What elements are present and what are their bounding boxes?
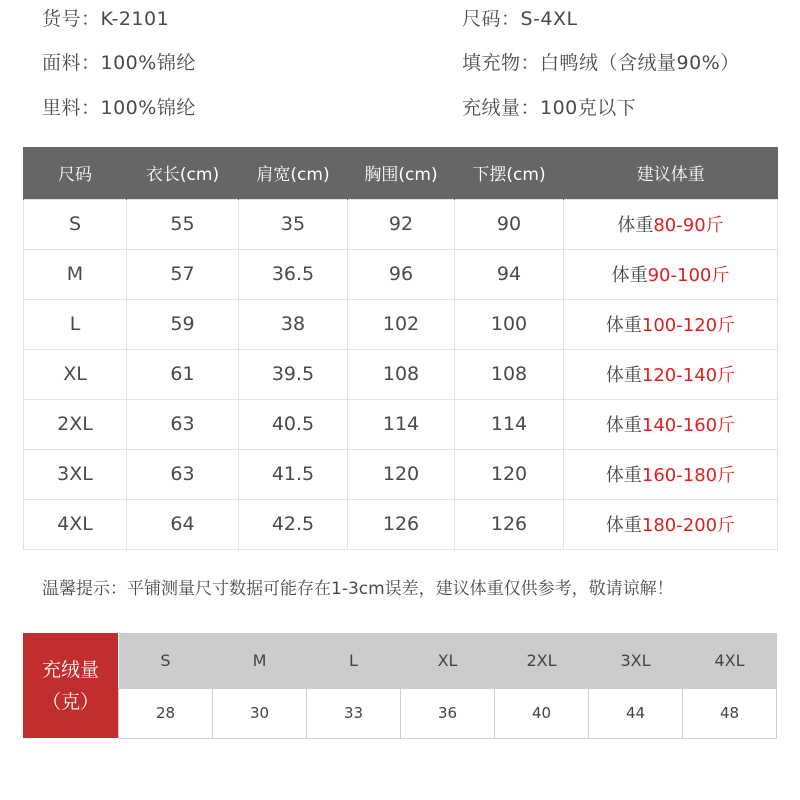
table-row [24, 499, 778, 549]
weight-prefix: 体重 [611, 265, 648, 286]
chest-cell: 126 [348, 499, 455, 549]
chest-cell: 120 [348, 449, 455, 499]
size-cell: 3XL [24, 449, 127, 499]
fill-size-row [119, 633, 777, 688]
fill-size-header: L [307, 633, 401, 688]
chest-cell: 108 [348, 349, 455, 399]
weight-cell [564, 199, 778, 249]
fill-amount: 充绒量：100克以下 [462, 97, 637, 119]
size-cell: 2XL [24, 399, 127, 449]
length-cell: 61 [127, 349, 239, 399]
lining: 里料：100%锦纶 [42, 97, 196, 119]
fill-value-row [119, 688, 777, 738]
fill-size-header: XL [401, 633, 495, 688]
fill-size-header: M [213, 633, 307, 688]
weight-prefix: 体重 [617, 215, 654, 236]
length-cell: 63 [127, 399, 239, 449]
fill-size-header: 2XL [495, 633, 589, 688]
shoulder-cell: 40.5 [239, 399, 348, 449]
hem-cell: 108 [455, 349, 564, 399]
hem-cell: 120 [455, 449, 564, 499]
size-cell: M [24, 249, 127, 299]
fill-value-cell: 48 [683, 688, 777, 738]
measurement-tip: 温馨提示：平铺测量尺寸数据可能存在1-3cm误差，建议体重仅供参考，敬请谅解！ [42, 579, 674, 599]
filling: 填充物：白鸭绒（含绒量90%） [462, 52, 740, 74]
header-weight: 建议体重 [564, 147, 778, 199]
item-number: 货号：K-2101 [42, 8, 170, 30]
table-row [24, 249, 778, 299]
weight-cell [564, 399, 778, 449]
length-cell: 63 [127, 449, 239, 499]
size-cell: S [24, 199, 127, 249]
header-chest: 胸围(cm) [348, 147, 455, 199]
shoulder-cell: 35 [239, 199, 348, 249]
fill-value-cell: 36 [401, 688, 495, 738]
table-row [24, 399, 778, 449]
chest-cell: 114 [348, 399, 455, 449]
size-cell: L [24, 299, 127, 349]
weight-prefix: 体重 [605, 315, 642, 336]
weight-range: 100-120斤 [641, 315, 736, 336]
header-size: 尺码 [24, 147, 127, 199]
fill-amount-table [118, 633, 777, 739]
length-cell: 59 [127, 299, 239, 349]
fill-value-cell: 33 [307, 688, 401, 738]
weight-prefix: 体重 [605, 365, 642, 386]
chest-cell: 96 [348, 249, 455, 299]
chest-cell: 92 [348, 199, 455, 249]
hem-cell: 100 [455, 299, 564, 349]
header-length: 衣长(cm) [127, 147, 239, 199]
weight-cell [564, 249, 778, 299]
fill-size-header: 3XL [589, 633, 683, 688]
weight-cell [564, 449, 778, 499]
fill-size-header: 4XL [683, 633, 777, 688]
weight-prefix: 体重 [605, 465, 642, 486]
weight-cell [564, 499, 778, 549]
weight-prefix: 体重 [605, 415, 642, 436]
shoulder-cell: 41.5 [239, 449, 348, 499]
weight-cell [564, 349, 778, 399]
fill-value-cell: 28 [119, 688, 213, 738]
table-row [24, 199, 778, 249]
size-range: 尺码：S-4XL [462, 8, 578, 30]
shoulder-cell: 36.5 [239, 249, 348, 299]
hem-cell: 90 [455, 199, 564, 249]
size-cell: XL [24, 349, 127, 399]
size-chart-header-row [24, 147, 778, 199]
hem-cell: 94 [455, 249, 564, 299]
shoulder-cell: 38 [239, 299, 348, 349]
length-cell: 57 [127, 249, 239, 299]
length-cell: 55 [127, 199, 239, 249]
size-cell: 4XL [24, 499, 127, 549]
fill-label-line1: 充绒量 [41, 658, 99, 681]
table-row [24, 349, 778, 399]
fill-value-cell: 30 [213, 688, 307, 738]
weight-prefix: 体重 [605, 515, 642, 536]
size-chart-table [23, 147, 778, 550]
chest-cell: 102 [348, 299, 455, 349]
hem-cell: 114 [455, 399, 564, 449]
fill-label-line2: （克） [41, 690, 99, 713]
fabric: 面料：100%锦纶 [42, 52, 196, 74]
weight-range: 180-200斤 [641, 515, 736, 536]
shoulder-cell: 39.5 [239, 349, 348, 399]
length-cell: 64 [127, 499, 239, 549]
weight-range: 140-160斤 [641, 415, 736, 436]
fill-value-cell: 44 [589, 688, 683, 738]
table-row [24, 299, 778, 349]
hem-cell: 126 [455, 499, 564, 549]
fill-size-header: S [119, 633, 213, 688]
header-shoulder: 肩宽(cm) [239, 147, 348, 199]
header-hem: 下摆(cm) [455, 147, 564, 199]
weight-range: 80-90斤 [653, 215, 724, 236]
fill-amount-label [23, 633, 118, 738]
shoulder-cell: 42.5 [239, 499, 348, 549]
fill-value-cell: 40 [495, 688, 589, 738]
weight-range: 120-140斤 [641, 365, 736, 386]
weight-range: 90-100斤 [647, 265, 730, 286]
weight-range: 160-180斤 [641, 465, 736, 486]
table-row [24, 449, 778, 499]
weight-cell [564, 299, 778, 349]
